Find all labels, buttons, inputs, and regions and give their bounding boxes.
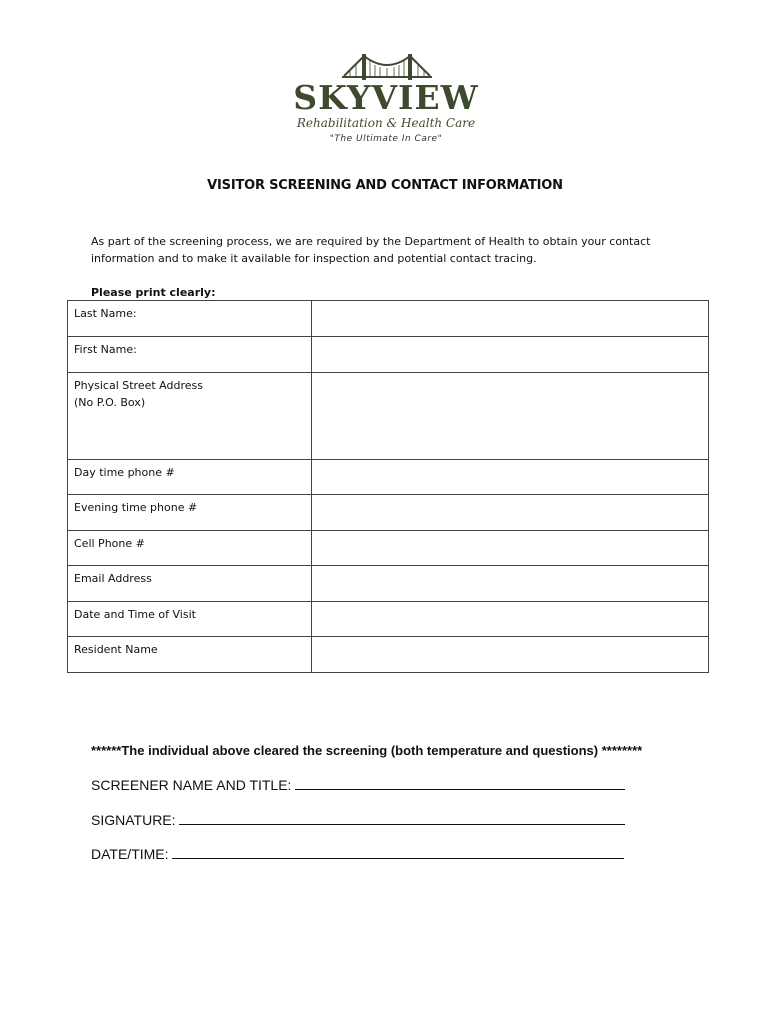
form-row-visit-datetime [68, 602, 709, 637]
field-label: Email Address [68, 566, 312, 602]
logo-subtitle: Rehabilitation & Health Care [296, 116, 476, 130]
last-name-field[interactable] [312, 301, 709, 337]
page-title: VISITOR SCREENING AND CONTACT INFORMATION [207, 178, 563, 193]
cell-phone-field[interactable] [312, 531, 709, 566]
datetime-line[interactable] [172, 845, 624, 859]
form-row-last-name [68, 301, 709, 337]
field-label: Last Name: [68, 301, 312, 337]
address-label: Physical Street Address [74, 379, 203, 392]
form-row-first-name [68, 337, 709, 373]
form-row-resident-name [68, 637, 709, 673]
day-phone-field[interactable] [312, 460, 709, 495]
form-row-evening-phone [68, 495, 709, 531]
screening-cleared-note: ******The individual above cleared the screening (both temperature and questions) ******** [91, 743, 643, 758]
intro-paragraph [91, 233, 691, 267]
form-row-address [68, 373, 709, 460]
datetime-row [91, 845, 624, 862]
screener-name-line[interactable] [295, 776, 625, 790]
address-label-note: (No P.O. Box) [74, 396, 146, 409]
logo-tagline: "The Ultimate In Care" [329, 134, 443, 144]
form-row-day-phone [68, 460, 709, 495]
signature-label: SIGNATURE: [91, 812, 176, 828]
field-label: Resident Name [68, 637, 312, 673]
visit-datetime-field[interactable] [312, 602, 709, 637]
field-label [68, 373, 312, 460]
contact-form-table [67, 300, 709, 673]
first-name-field[interactable] [312, 337, 709, 373]
field-label: Cell Phone # [68, 531, 312, 566]
field-label: Date and Time of Visit [68, 602, 312, 637]
field-label: First Name: [68, 337, 312, 373]
signature-row [91, 811, 625, 828]
skyview-logo [280, 52, 492, 152]
field-label: Day time phone # [68, 460, 312, 495]
intro-line: information and to make it available for inspection and potential contact tracing. [91, 252, 537, 265]
intro-line: As part of the screening process, we are required by the Department of Health to obtain your contact [91, 235, 651, 248]
field-label: Evening time phone # [68, 495, 312, 531]
form-row-email [68, 566, 709, 602]
address-field[interactable] [312, 373, 709, 460]
form-row-cell-phone [68, 531, 709, 566]
screener-name-label: SCREENER NAME AND TITLE: [91, 777, 292, 793]
logo-brand: SKYVIEW [293, 78, 479, 117]
signature-line[interactable] [179, 811, 625, 825]
email-field[interactable] [312, 566, 709, 602]
datetime-label: DATE/TIME: [91, 846, 169, 862]
screener-name-row [91, 776, 625, 793]
resident-name-field[interactable] [312, 637, 709, 673]
print-instruction: Please print clearly: [91, 286, 216, 299]
evening-phone-field[interactable] [312, 495, 709, 531]
